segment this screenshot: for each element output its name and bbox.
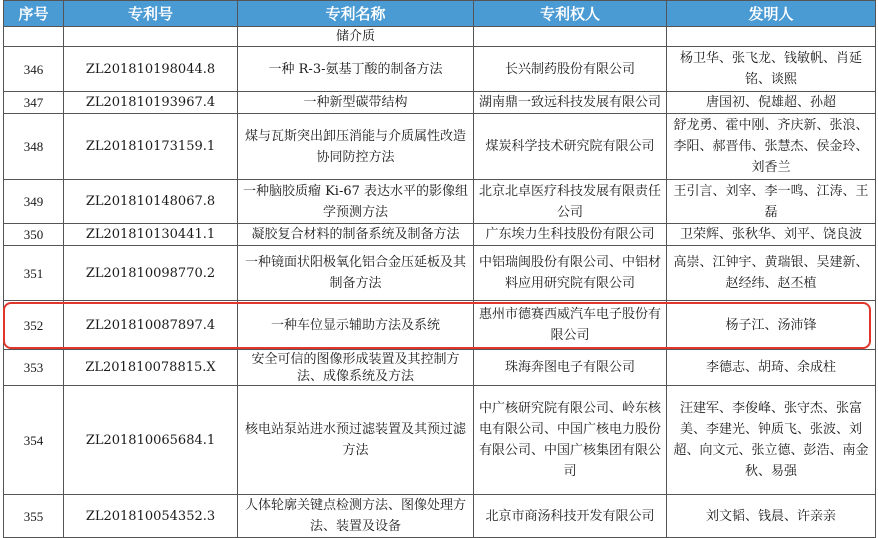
header-seq: 序号 [4, 1, 64, 27]
cell-seq: 354 [4, 386, 64, 495]
table-row [4, 224, 876, 246]
cell-patent-owner: 中广核研究院有限公司、岭东核电有限公司、中国广核电力股份有限公司、中国广核集团有限公司 [474, 386, 667, 495]
cell-seq: 346 [4, 47, 64, 92]
table-row [4, 47, 876, 92]
cell-patent-owner: 惠州市德赛西威汽车电子股份有限公司 [474, 301, 667, 350]
cell-inventors: 高崇、江钟宇、黄瑞银、吴建新、赵经纬、赵丕植 [667, 246, 876, 301]
cell-patent-name: 一种 R-3-氨基丁酸的制备方法 [238, 47, 474, 92]
cell-inventors: 杨卫华、张飞龙、钱敏帆、肖延铭、谈熙 [667, 47, 876, 92]
table-row [4, 114, 876, 180]
header-inventors: 发明人 [667, 1, 876, 27]
cell-inventors: 刘文韬、钱晨、许亲亲 [667, 495, 876, 538]
header-patent-name: 专利名称 [238, 1, 474, 27]
table-row [4, 92, 876, 114]
cell-seq: 355 [4, 495, 64, 538]
cell-patent-owner [474, 27, 667, 47]
cell-patent-name: 一种车位显示辅助方法及系统 [238, 301, 474, 350]
cell-patent-name: 凝胶复合材料的制备系统及制备方法 [238, 224, 474, 246]
patent-table [3, 0, 876, 538]
cell-patent-owner: 湖南鼎一致远科技发展有限公司 [474, 92, 667, 114]
cell-patent-name: 一种镜面状阳极氧化铝合金压延板及其制备方法 [238, 246, 474, 301]
cell-patent-owner: 长兴制药股份有限公司 [474, 47, 667, 92]
cell-patent-owner: 中铝瑞闽股份有限公司、中铝材料应用研究院有限公司 [474, 246, 667, 301]
cell-inventors: 舒龙勇、霍中刚、齐庆新、张浪、李阳、郝晋伟、张慧杰、侯金玲、刘香兰 [667, 114, 876, 180]
cell-patent-number: ZL201810098770.2 [64, 246, 238, 301]
cell-seq: 348 [4, 114, 64, 180]
cell-patent-owner: 广东埃力生科技股份有限公司 [474, 224, 667, 246]
cell-inventors: 王引言、刘宰、李一鸣、江涛、王磊 [667, 180, 876, 224]
cell-seq: 350 [4, 224, 64, 246]
table-row [4, 350, 876, 386]
cell-inventors: 唐国初、倪雄超、孙超 [667, 92, 876, 114]
cell-seq: 351 [4, 246, 64, 301]
cell-patent-owner: 北京北卓医疗科技发展有限责任公司 [474, 180, 667, 224]
cell-patent-owner: 珠海奔图电子有限公司 [474, 350, 667, 386]
cell-patent-number [64, 27, 238, 47]
table-row [4, 495, 876, 538]
cell-inventors: 李德志、胡琦、余成柱 [667, 350, 876, 386]
cell-inventors: 卫荣辉、张秋华、刘平、饶良波 [667, 224, 876, 246]
cell-seq: 352 [4, 301, 64, 350]
cell-patent-name: 一种新型碳带结构 [238, 92, 474, 114]
table-header-row [4, 1, 876, 27]
cell-inventors: 汪建军、李俊峰、张守杰、张富美、李建光、钟质飞、张波、刘超、向文元、张立德、彭浩、南金秋、易强 [667, 386, 876, 495]
cell-patent-number: ZL201810198044.8 [64, 47, 238, 92]
cell-patent-owner: 煤炭科学技术研究院有限公司 [474, 114, 667, 180]
cell-patent-number: ZL201810193967.4 [64, 92, 238, 114]
cell-patent-name: 安全可信的图像形成装置及其控制方法、成像系统及方法 [238, 350, 474, 386]
cell-patent-number: ZL201810173159.1 [64, 114, 238, 180]
cell-patent-name: 核电站泵站进水预过滤装置及其预过滤方法 [238, 386, 474, 495]
header-patent-owner: 专利权人 [474, 1, 667, 27]
cell-patent-name: 一种脑胶质瘤 Ki-67 表达水平的影像组学预测方法 [238, 180, 474, 224]
cell-patent-number: ZL201810065684.1 [64, 386, 238, 495]
table-row [4, 180, 876, 224]
cell-patent-number: ZL201810148067.8 [64, 180, 238, 224]
cell-patent-name: 人体轮廓关键点检测方法、图像处理方法、装置及设备 [238, 495, 474, 538]
table-row [4, 246, 876, 301]
cell-patent-number: ZL201810087897.4 [64, 301, 238, 350]
cell-patent-number: ZL201810078815.X [64, 350, 238, 386]
table-row [4, 27, 876, 47]
cell-seq: 347 [4, 92, 64, 114]
cell-patent-number: ZL201810130441.1 [64, 224, 238, 246]
cell-patent-owner: 北京市商汤科技开发有限公司 [474, 495, 667, 538]
cell-patent-name: 煤与瓦斯突出卸压消能与介质属性改造协同防控方法 [238, 114, 474, 180]
cell-inventors [667, 27, 876, 47]
cell-patent-name: 储介质 [238, 27, 474, 47]
header-patent-number: 专利号 [64, 1, 238, 27]
cell-seq [4, 27, 64, 47]
table-row [4, 386, 876, 495]
cell-seq: 349 [4, 180, 64, 224]
table-row-highlighted [4, 301, 876, 350]
cell-inventors: 杨子江、汤沛锋 [667, 301, 876, 350]
cell-seq: 353 [4, 350, 64, 386]
cell-patent-number: ZL201810054352.3 [64, 495, 238, 538]
